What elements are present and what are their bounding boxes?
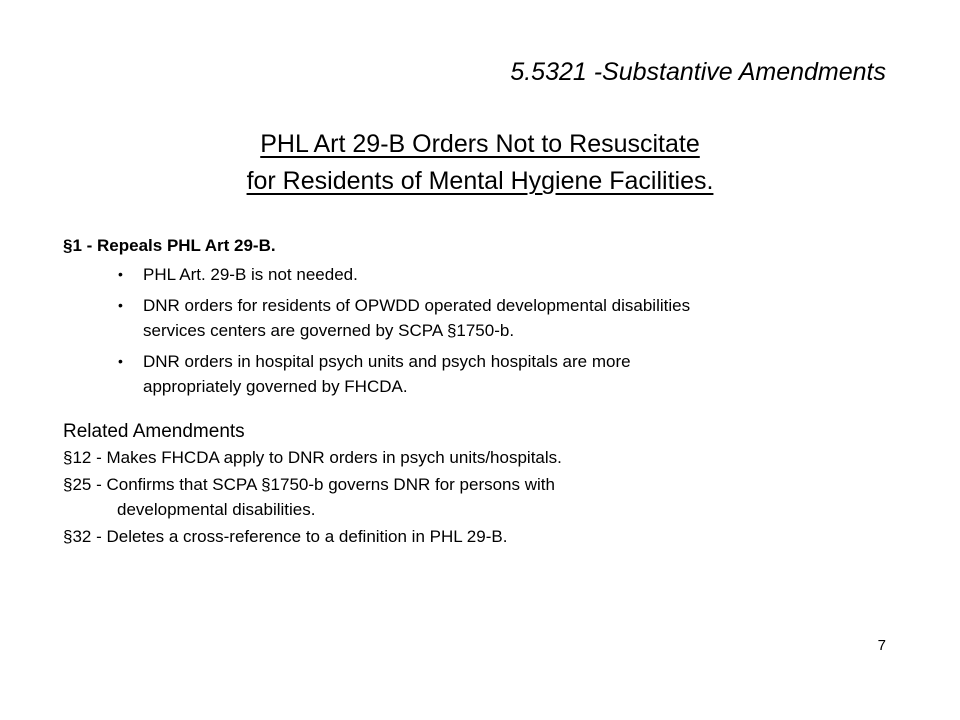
amendment-text: §25 - Confirms that SCPA §1750-b governs DNR for persons with (63, 475, 555, 494)
slide-content (63, 233, 903, 551)
bullet-text: PHL Art. 29-B is not needed. (143, 265, 358, 284)
amendment-text: §32 - Deletes a cross-reference to a definition in PHL 29-B. (63, 527, 508, 546)
title-line-1: PHL Art 29-B Orders Not to Resuscitate (260, 130, 700, 158)
bullet-icon: • (118, 297, 123, 313)
bullet-icon: • (118, 353, 123, 369)
bullet-text-continued: appropriately governed by FHCDA. (143, 377, 408, 396)
list-item (63, 349, 903, 399)
bullet-text: DNR orders in hospital psych units and psych hospitals are more (143, 352, 631, 371)
bullet-text-continued: services centers are governed by SCPA §1750-b. (143, 321, 515, 340)
amendment-item (63, 524, 903, 549)
bullet-list (63, 262, 903, 399)
page-number: 7 (877, 637, 886, 654)
slide-title (0, 126, 960, 200)
bullet-text: DNR orders for residents of OPWDD operated developmental disabilities (143, 296, 691, 315)
list-item (63, 293, 903, 343)
amendment-text-continued: developmental disabilities. (117, 500, 316, 519)
amendment-item (63, 472, 903, 522)
bullet-icon: • (118, 266, 123, 282)
section1-heading: §1 - Repeals PHL Art 29-B. (63, 236, 276, 255)
amendment-item (63, 445, 903, 470)
related-amendments-heading: Related Amendments (63, 421, 245, 442)
amendment-text: §12 - Makes FHCDA apply to DNR orders in psych units/hospitals. (63, 448, 562, 467)
section-heading: 5.5321 -Substantive Amendments (510, 58, 886, 86)
title-line-2: for Residents of Mental Hygiene Facilities. (246, 167, 714, 195)
list-item (63, 262, 903, 287)
